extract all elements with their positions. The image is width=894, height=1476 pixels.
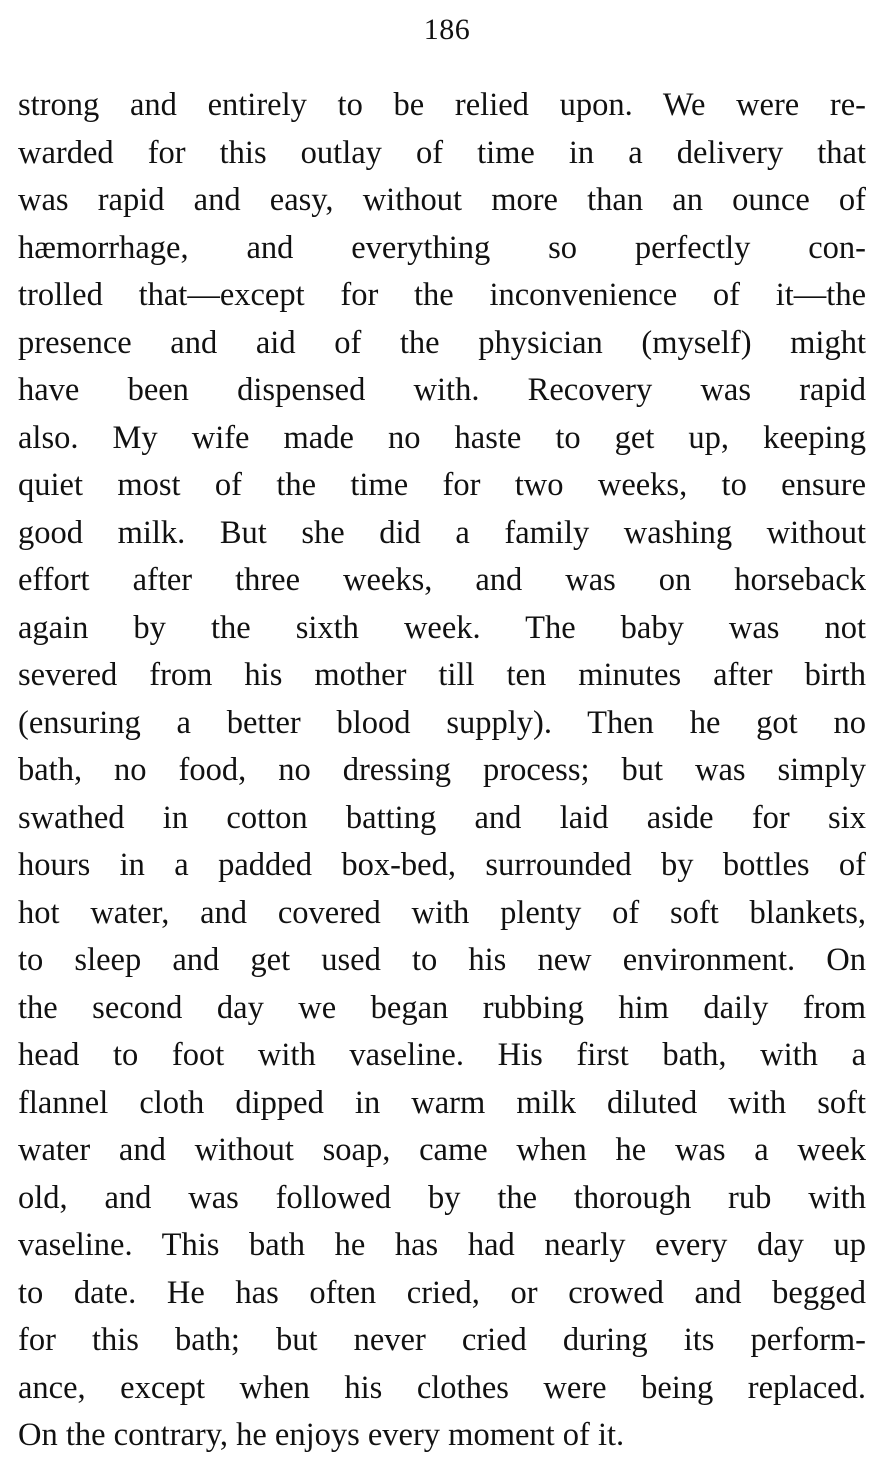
text-line: hot water, and covered with plenty of soft blankets, [18, 894, 866, 931]
text-line: vaseline. This bath he has had nearly every day up [18, 1227, 866, 1263]
text-line: also. My wife made no haste to get up, keeping [18, 419, 866, 456]
text-line: ance, except when his clothes were being replaced. [18, 1369, 866, 1406]
text-line: trolled that—except for the inconvenience of it—the [18, 277, 866, 313]
text-line: have been dispensed with. Recovery was rapid [18, 372, 866, 408]
text-line: strong and entirely to be relied upon. We were re- [18, 87, 866, 123]
text-line: severed from his mother till ten minutes after birth [18, 657, 866, 693]
text-line: quiet most of the time for two weeks, to ensure [18, 467, 866, 503]
text-line: hours in a padded box-bed, surrounded by bottles of [18, 847, 866, 883]
text-line: On the contrary, he enjoys every moment of it. [18, 1417, 625, 1453]
text-line: was rapid and easy, without more than an ounce of [18, 182, 866, 218]
text-line: water and without soap, came when he was a week [18, 1132, 866, 1168]
text-line: effort after three weeks, and was on horseback [18, 562, 866, 598]
body-paragraph [18, 82, 866, 1460]
text-line: old, and was followed by the thorough rub with [18, 1179, 866, 1216]
text-line: to sleep and get used to his new environment. On [18, 942, 866, 978]
text-line: bath, no food, no dressing process; but was simply [18, 752, 866, 788]
text-line: flannel cloth dipped in warm milk diluted with soft [18, 1084, 866, 1121]
text-line: (ensuring a better blood supply). Then he got no [18, 704, 866, 741]
text-line: good milk. But she did a family washing without [18, 514, 866, 551]
text-line: swathed in cotton batting and laid aside for six [18, 799, 866, 836]
text-line: warded for this outlay of time in a delivery that [18, 134, 866, 171]
text-line: presence and aid of the physician (myself) might [18, 324, 866, 361]
page-number: 186 [423, 13, 471, 46]
text-line: hæmorrhage, and everything so perfectly con- [18, 229, 866, 266]
text-line: for this bath; but never cried during its perform- [18, 1322, 866, 1358]
text-line: the second day we began rubbing him daily from [18, 989, 866, 1026]
text-line: again by the sixth week. The baby was not [18, 609, 866, 646]
text-line: head to foot with vaseline. His first bath, with a [18, 1037, 866, 1073]
text-line: to date. He has often cried, or crowed and begged [18, 1274, 866, 1311]
